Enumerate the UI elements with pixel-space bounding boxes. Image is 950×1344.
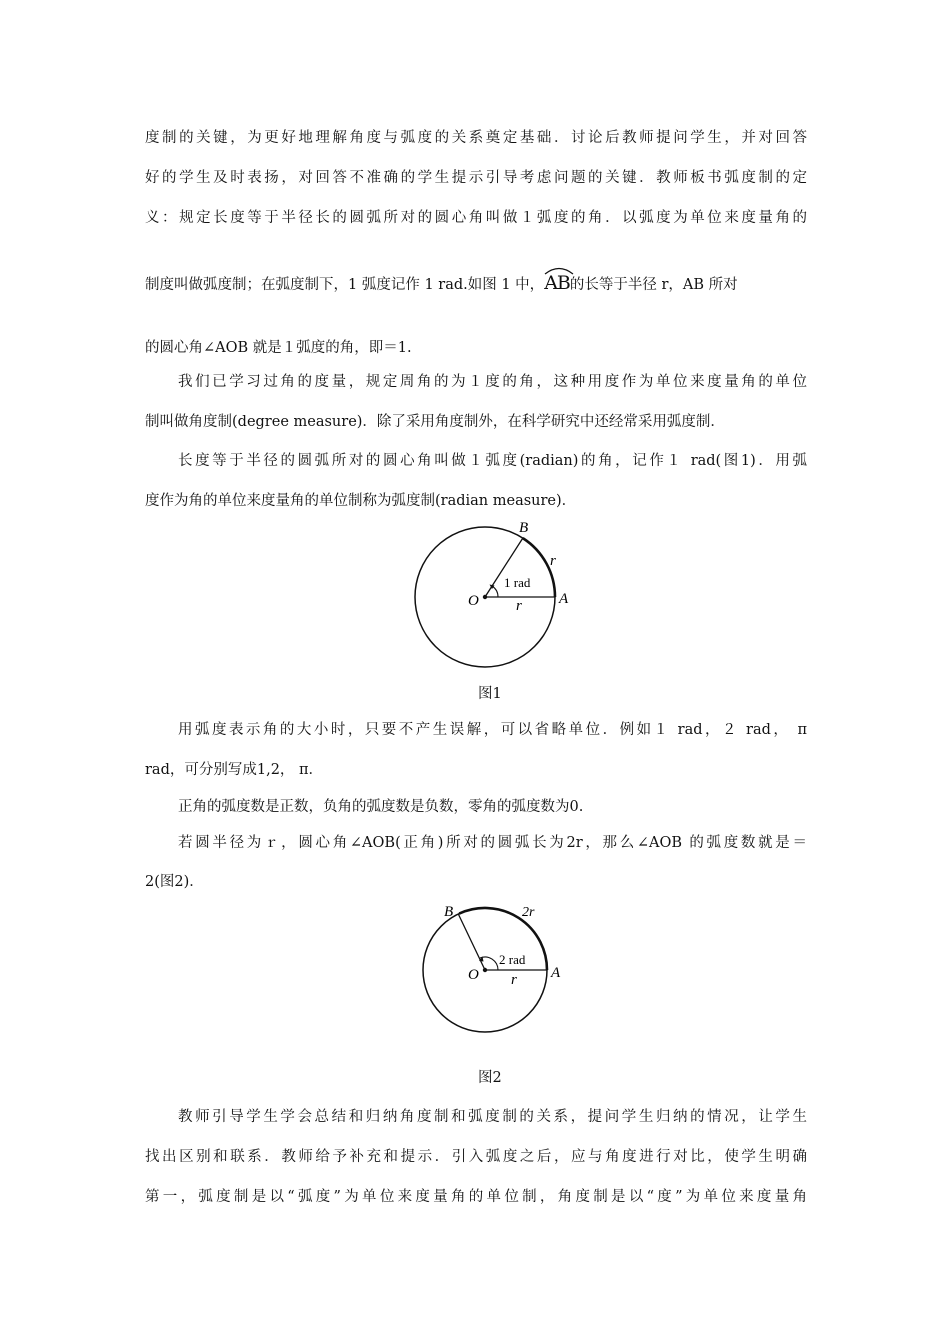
label-radius-r: r — [511, 972, 517, 988]
paragraph-line: 制叫做角度制(degree measure)．除了采用角度制外，在科学研究中还经常采用弧度制． — [145, 414, 725, 430]
paragraph-line: 好的学生及时表扬，对回答不准确的学生提示引导考虑问题的关键．教师板书弧度制的定 — [145, 170, 807, 186]
text-segment: 的长等于半径 r，AB 所对 — [569, 277, 738, 293]
paragraph-line: 我们已学习过角的度量，规定周角的为１度的角，这种用度作为单位来度量角的单位 — [178, 374, 807, 390]
center-point — [483, 595, 487, 599]
paragraph-line: 教师引导学生学会总结和归纳角度制和弧度制的关系，提问学生归纳的情况，让学生 — [178, 1109, 807, 1125]
figure-2-diagram — [410, 900, 570, 1045]
figure-1-diagram — [400, 517, 570, 682]
arc-ab-notation — [544, 272, 570, 294]
paragraph-line: rad，可分别写成1,2， π． — [145, 762, 324, 778]
label-a: A — [551, 965, 561, 981]
label-b: B — [444, 904, 454, 920]
paragraph-line: 正角的弧度数是正数，负角的弧度数是负数，零角的弧度数为0. — [178, 799, 584, 815]
label-o: O — [468, 593, 479, 609]
paragraph-line: 长度等于半径的圆弧所对的圆心角叫做１弧度(radian)的角，记作１ rad(图1)．用弧 — [178, 453, 807, 469]
label-angle: 2 rad — [499, 952, 526, 967]
paragraph-line-with-arc — [145, 272, 807, 294]
center-point — [483, 968, 487, 972]
text-segment: 制度叫做弧度制；在弧度制下，1 弧度记作 1 rad.如图 1 中， — [145, 277, 545, 293]
label-radius-r: r — [516, 598, 522, 614]
figure-1-caption: 图1 — [478, 686, 502, 702]
arc-label-text: AB — [544, 272, 570, 294]
label-o: O — [468, 967, 479, 983]
radius-ob — [458, 914, 485, 970]
label-arc-r: r — [550, 553, 556, 569]
label-a: A — [559, 591, 569, 607]
paragraph-line: 2(图2)． — [145, 874, 204, 890]
paragraph-line: 度制的关键，为更好地理解角度与弧度的关系奠定基础．讨论后教师提问学生，并对回答 — [145, 130, 807, 146]
arc-overline-icon — [543, 263, 575, 275]
paragraph-line: 找出区别和联系．教师给予补充和提示．引入弧度之后，应与角度进行对比，使学生明确 — [145, 1149, 807, 1165]
label-arc-2r: 2r — [522, 905, 535, 920]
paragraph-line: 的圆心角∠AOB 就是１弧度的角，即＝1. — [145, 340, 412, 356]
figure-2-caption: 图2 — [478, 1070, 502, 1086]
paragraph-line: 度作为角的单位来度量角的单位制称为弧度制(radian measure)． — [145, 493, 577, 509]
paragraph-line: 第一，弧度制是以“弧度”为单位来度量角的单位制，角度制是以“度”为单位来度量角 — [145, 1189, 807, 1205]
label-b: B — [519, 520, 529, 536]
paragraph-line: 义：规定长度等于半径长的圆弧所对的圆心角叫做１弧度的角．以弧度为单位来度量角的 — [145, 210, 807, 226]
label-angle: 1 rad — [504, 575, 531, 590]
paragraph-line: 若圆半径为ｒ，圆心角∠AOB(正角)所对的圆弧长为2r，那么∠AOB 的弧度数就是＝ — [178, 835, 807, 851]
paragraph-line: 用弧度表示角的大小时，只要不产生误解，可以省略单位．例如１ rad，２ rad， π — [178, 722, 807, 738]
